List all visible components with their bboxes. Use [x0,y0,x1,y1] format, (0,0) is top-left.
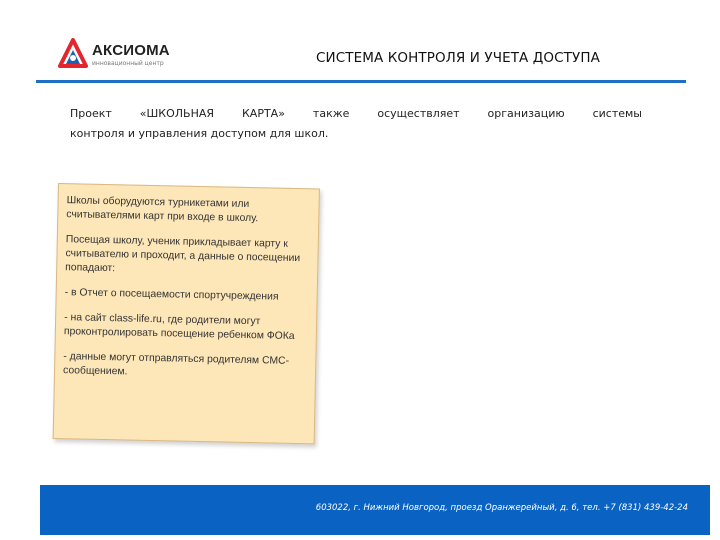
intro-line-1: Проект «ШКОЛЬНАЯ КАРТА» также осуществляет организацию системы [70,107,642,120]
footer-bar [40,485,710,535]
sticky-note [53,183,320,444]
page-title: СИСТЕМА КОНТРОЛЯ И УЧЕТА ДОСТУПА [316,50,600,66]
intro-line-2: контроля и управления доступом для школ. [70,127,329,140]
logo-name: АКСИОМА [92,42,170,59]
note-paragraph: - данные могут отправляться родителям СМС-сообщением. [62,351,290,378]
header-divider [36,80,686,83]
note-paragraph: - в Отчет о посещаемости спортучреждения [64,287,279,303]
company-logo [58,38,178,74]
axioma-logo-icon [58,38,88,70]
note-paragraph: Посещая школу, ученик прикладывает карту к считывателю и проходит, а данные о посещении попадают: [65,234,301,275]
logo-tagline: инновационный центр [92,60,164,67]
note-paragraph: Школы оборудуются турникетами или считывателями карт при входе в школу. [66,195,259,225]
footer-address: 603022, г. Нижний Новгород, проезд Оранжерейный, д. 6, тел. +7 (831) 439-42-24 [315,503,688,513]
intro-text [70,104,642,144]
note-paragraph: - на сайт class-life.ru, где родители могут проконтролировать посещение ребенком ФОКа [63,312,295,342]
